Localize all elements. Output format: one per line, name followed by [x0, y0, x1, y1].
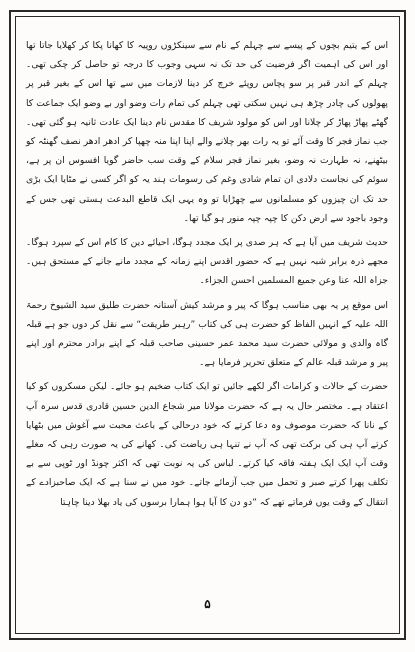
paragraph-chehlum-customs: اس کے یتیم بچوں کے پیسے سے چہلم کے نام سے سینکڑوں روپیہ کا کھانا پکا کر کھلایا جاتا تھا اور اس کی اہمیت اگر فرضیت کی حد تک نہ سہی وجوب کا درجہ تو حاصل کر چکی تھی۔ چہلم کے اندر قبر پر سو پچاس روپئے خرچ کر دینا لازمات میں سے تھا اس کے بغیر قبر پر پھولوں کی چادر چڑھ ہی نہیں سکتی تھی چہلم کی تمام رات وضو اور بے وضو ایک جماعت کا گھٹے پھاڑ پھاڑ کر چلانا اور اس کو مولود شریف کا مقدس نام دینا ایک عادت ثانیہ ہو گئی تھی۔ جب نماز فجر کا وقت آئے تو یہ رات بھر چلانے والے اپنا اپنا منہ چھپا کر ادھر ادھر نصف گھنٹہ کو بیٹھنے، نہ طہارت نہ وضو، بغیر نماز فجر سلام کے وقت سب حاضر گویا افسوس ان پر ہے، سوئم کی نجاست دلادی ان تمام شادی وغم کی رسومات ہند یہ کو اگر کسی نے مٹایا ایک بڑی حد تک ان چیزوں کو مسلمانوں سے چھڑایا تو وہ یہی ایک قاطع البدعت ہستی تھی جس کے وجود باجود سے ارض دکن کا چپہ چپہ منور ہو گیا تھا۔ [26, 40, 388, 224]
paragraph-mujaddid-hadith: حدیث شریف میں آیا ہے کہ ہر صدی پر ایک مجدد ہوگا، احیائے دین کا کام اس کے سپرد ہوگا۔ مجھے ذرہ برابر شبہ نہیں ہے کہ حضور اقدس اپنے زمانہ کے مجدد مانے جانے کے مستحق ہیں۔ جزاہ اللہ عنا وعن جمیع المسلمین احسن الجزاء۔ [26, 237, 388, 287]
page-body-text [26, 36, 388, 512]
page-number: ۵ [204, 597, 211, 611]
paragraph-hazrat-karamat: حضرت کے حالات و کرامات اگر لکھے جائیں تو ایک کتاب ضخیم ہو جائے۔ لیکن مسکروں کو کیا اعتقاد ہے۔ مختصر حال یہ ہے کہ حضرت مولانا میر شجاع الدین حسین قادری قدس سرہ آپ کے نانا کہ حضرت موصوف وہ دعا کرتے کہ خود درحالی کے باعث محبت سے آغوش میں بٹھایا کرتے آپ ہی کی برکت تھی کہ آپ نے تنہا ہی ریاضت کی۔ کھانے کی یہ صورت رہی کہ مغلے وقت آپ ایک ایک ہفتہ فاقہ کیا کرتے۔ لباس کی یہ نوبت تھی کہ اکثر چونڈ اور ٹوپی سے بے تکلف پھرا کرتے صبر و تحمل میں جب آزمائے جاتے۔ خود میں نے سنا ہے کہ ایک صاحبزادے کے انتقال کے وقت یوں فرماتے تھے کہ ”دو دن کا آیا ہوا ہمارا برسوں کی یاد بھلا دینا چاہتا [26, 381, 388, 508]
paragraph-rahbar-e-tariqat: اس موقع پر یہ بھی مناسب ہوگا کہ پیر و مرشد کیش آستانہ حضرت طلیق سید الشیوخ رحمۃ اللہ علیہ کے انہیں الفاظ کو حضرت ہی کی کتاب ”رہبر طریقت“ سے نقل کر دوں جو ہے قبلہ گاہ والدی و مولائی حضرت سید محمد عمر حسینی صاحب قبلہ کے اپنے برادر محترم اور اپنے پیر و مرشد قبلہ عالم کے متعلق تحریر فرمایا ہے۔ [26, 299, 388, 369]
